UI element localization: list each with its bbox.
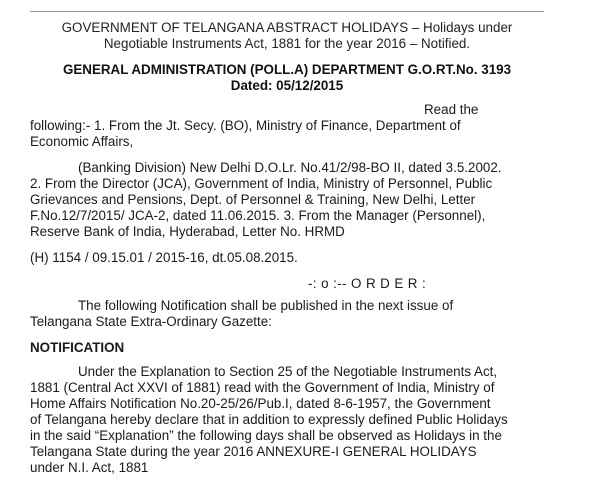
para2-line-5: Reserve Bank of India, Hyderabad, Letter No. HRMD — [30, 224, 345, 239]
subheading-line-2: Dated: 05/12/2015 — [230, 78, 344, 93]
document-heading — [30, 20, 544, 52]
top-divider — [30, 11, 544, 12]
para2-line-4: F.No.12/7/2015/ JCA-2, dated 11.06.2015. 3. From the Manager (Personnel), — [30, 208, 486, 223]
order-marker: -: o :-- O R D E R : — [308, 276, 427, 291]
para5-line-4: of Telangana hereby declare that in addition to expressly defined Public Holidays — [30, 412, 508, 427]
para2-line-1: (Banking Division) New Delhi D.O.Lr. No.41/2/98-BO II, dated 3.5.2002. — [78, 160, 502, 175]
heading-line-2: Negotiable Instruments Act, 1881 for the year 2016 – Notified. — [103, 36, 471, 51]
heading-line-1: GOVERNMENT OF TELANGANA ABSTRACT HOLIDAYS – Holidays under — [61, 20, 513, 35]
gazette-paragraph — [30, 298, 544, 330]
subheading-line-1: GENERAL ADMINISTRATION (POLL.A) DEPARTMENT G.O.RT.No. 3193 — [62, 62, 512, 77]
reference-paragraph-1 — [30, 118, 544, 150]
department-subheading — [30, 62, 544, 94]
para5-line-1: Under the Explanation to Section 25 of the Negotiable Instruments Act, — [78, 364, 498, 379]
para1-line-1: following:- 1. From the Jt. Secy. (BO), Ministry of Finance, Department of — [30, 118, 461, 133]
para2-line-2: 2. From the Director (JCA), Government of India, Ministry of Personnel, Public — [30, 176, 493, 191]
para5-line-2: 1881 (Central Act XXVI of 1881) read with the Government of India, Ministry of — [30, 380, 495, 395]
para4-line-2: Telangana State Extra-Ordinary Gazette: — [30, 314, 272, 329]
para5-line-5: in the said “Explanation” the following days shall be observed as Holidays in the — [30, 428, 502, 443]
para5-line-7: under N.I. Act, 1881 — [30, 460, 149, 475]
reference-paragraph-3 — [30, 250, 544, 266]
para5-line-6: Telangana State during the year 2016 ANNEXURE-I GENERAL HOLIDAYS — [30, 444, 477, 459]
reference-paragraph-2 — [30, 160, 544, 240]
notification-title: NOTIFICATION — [30, 340, 125, 355]
read-the-label: Read the — [424, 102, 479, 117]
para1-line-2: Economic Affairs, — [30, 134, 134, 149]
notification-body — [30, 364, 544, 476]
para5-line-3: Home Affairs Notification No.20-25/26/Pub.I, dated 8-6-1957, the Government — [30, 396, 491, 411]
para3-line: (H) 1154 / 09.15.01 / 2015-16, dt.05.08.2015. — [30, 250, 298, 265]
para2-line-3: Grievances and Pensions, Dept. of Personnel & Training, New Delhi, Letter — [30, 192, 476, 207]
para4-line-1: The following Notification shall be published in the next issue of — [78, 298, 454, 313]
